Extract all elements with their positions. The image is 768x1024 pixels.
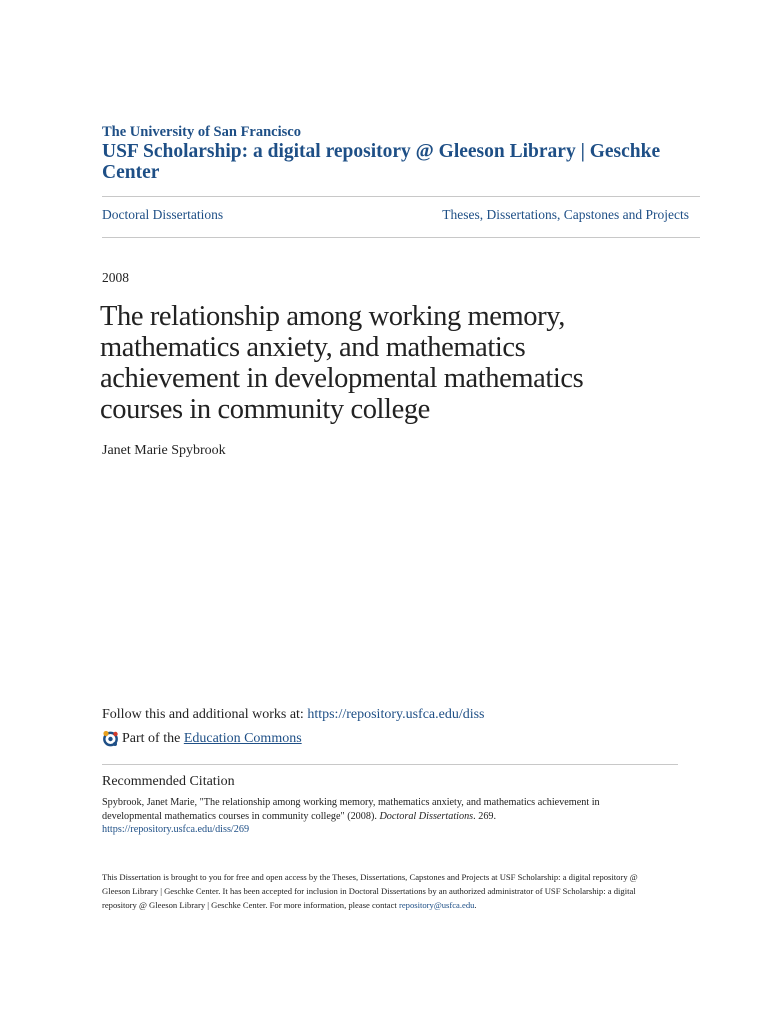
nav-divider [102, 237, 700, 238]
document-title: The relationship among working memory, mathematics anxiety, and mathematics achievement in developmental mathematics courses in community college [100, 301, 584, 425]
recommended-citation-heading: Recommended Citation [102, 774, 235, 789]
citation-text [102, 796, 662, 837]
contact-email-link[interactable]: repository@usfca.edu [398, 900, 475, 910]
repository-url-link[interactable]: https://repository.usfca.edu/diss [307, 707, 485, 722]
citation-number: . 269. [473, 810, 497, 822]
education-commons-link[interactable]: Education Commons [183, 730, 302, 746]
publication-year: 2008 [102, 270, 129, 285]
access-notice-text: This Dissertation is brought to you for free and open access by the Theses, Dissertations, Capstones and Projects at USF Scholarship: a digital repository @ Gleeson Library | Geschke Center. It has been accepted for inclusion in Doctoral Dissertations by an authorized administrator of USF Scholarship: a digital repository @ Gleeson Library | Geschke Center. For more information, please contact [102, 872, 638, 910]
header-divider [102, 196, 700, 197]
citation-series: Doctoral Dissertations [379, 810, 474, 822]
citation-url-link[interactable]: https://repository.usfca.edu/diss/269 [102, 824, 250, 835]
institution-name[interactable]: The University of San Francisco [102, 124, 301, 140]
follow-label: Follow this and additional works at: [102, 707, 308, 722]
author-name: Janet Marie Spybrook [102, 443, 226, 458]
repository-name[interactable]: USF Scholarship: a digital repository @ Gleeson Library | Geschke Center [102, 141, 661, 183]
citation-divider [102, 764, 678, 765]
access-notice-end: . [474, 900, 477, 910]
commons-network-icon [102, 730, 119, 747]
follow-line [102, 707, 485, 723]
theses-collection-link[interactable]: Theses, Dissertations, Capstones and Projects [442, 207, 689, 222]
doctoral-dissertations-link[interactable]: Doctoral Dissertations [102, 207, 224, 222]
access-notice [102, 870, 662, 912]
citation-body: Spybrook, Janet Marie, "The relationship among working memory, mathematics anxiety, and mathematics achievement in developmental mathematics courses in community college" (2008). [102, 797, 600, 822]
part-of-label: Part of the [122, 730, 181, 746]
part-of-line [102, 730, 302, 747]
